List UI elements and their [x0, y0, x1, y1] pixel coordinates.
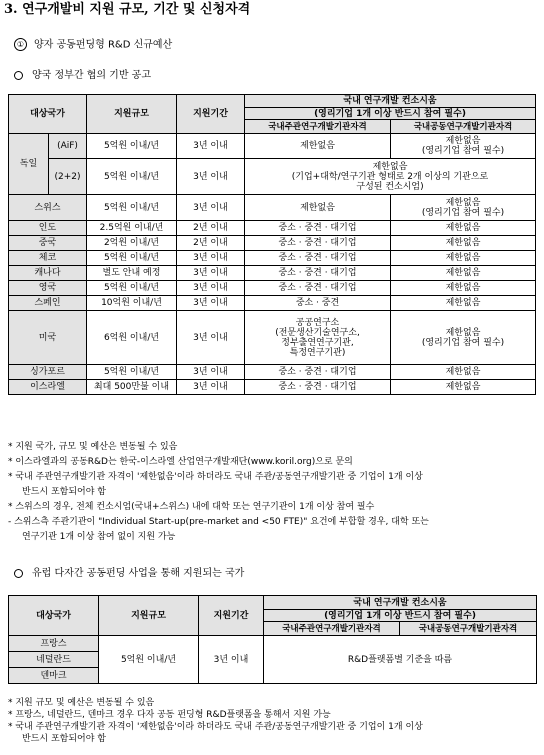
header-period: 지원기간 [199, 596, 264, 636]
sub-heading-bilateral [14, 70, 151, 82]
header-scale: 지원규모 [99, 596, 199, 636]
joint-cell: 제한없음 (영리기업 참여 필수) [391, 311, 536, 365]
scale-cell: 5억원 이내/년 [87, 281, 177, 296]
scale-cell: 5억원 이내/년 [87, 195, 177, 221]
merged-eligibility-cell: R&D플랫폼별 기준을 따름 [264, 636, 537, 684]
joint-cell: 제한없음 [391, 296, 536, 311]
period-cell: 3년 이내 [177, 380, 245, 395]
header-consortium-note: (영리기업 1개 이상 반드시 참여 필수) [264, 610, 537, 622]
table-row [9, 281, 536, 296]
sub-heading-multilateral [14, 568, 244, 580]
country-cell: 체코 [9, 251, 87, 266]
country-group-germany: 독일 [9, 134, 49, 195]
country-cell: 덴마크 [9, 668, 99, 684]
lead-cell: 중소 · 중견 · 대기업 [245, 266, 391, 281]
scale-cell: 6억원 이내/년 [87, 311, 177, 365]
scale-cell: 5억원 이내/년 [87, 134, 177, 159]
period-cell: 3년 이내 [177, 159, 245, 195]
sub-heading-text: 유럽 다자간 공동펀딩 사업을 통해 지원되는 국가 [32, 568, 245, 579]
header-consortium: 국내 연구개발 컨소시움 [264, 596, 537, 610]
lead-cell: 공공연구소 (전문생산기술연구소, 정부출연연구기관, 특정연구기관) [245, 311, 391, 365]
scale-cell: 최대 500만불 이내 [87, 380, 177, 395]
header-domestic-joint: 국내공동연구개발기관자격 [391, 120, 536, 134]
lead-cell: 중소 · 중견 [245, 296, 391, 311]
country-cell: 스위스 [9, 195, 87, 221]
note-line: * 국내 주관연구개발기관 자격이 '제한없음'이라 하더라도 국내 주관/공동연구개발기관 중 기업이 1개 이상 [8, 722, 423, 732]
joint-cell: 제한없음 [391, 281, 536, 296]
period-cell: 3년 이내 [177, 365, 245, 380]
note-line: 반드시 포함되어야 함 [22, 734, 106, 744]
ring-bullet-icon [14, 569, 23, 578]
header-consortium: 국내 연구개발 컨소시움 [245, 95, 536, 108]
period-cell: 3년 이내 [177, 195, 245, 221]
note-line: * 지원 국가, 규모 및 예산은 변동될 수 있음 [8, 442, 178, 452]
joint-cell: 제한없음 (영리기업 참여 필수) [391, 134, 536, 159]
header-scale: 지원규모 [87, 95, 177, 134]
joint-cell: 제한없음 [391, 266, 536, 281]
table-row [9, 251, 536, 266]
note-line: * 프랑스, 네덜란드, 덴마크 경우 다자 공동 펀딩형 R&D플랫폼을 통해서 지원 가능 [8, 710, 331, 720]
country-cell: (2+2) [49, 159, 87, 195]
period-cell: 3년 이내 [177, 134, 245, 159]
note-line: * 지원 규모 및 예산은 변동될 수 있음 [8, 698, 155, 708]
country-cell: 미국 [9, 311, 87, 365]
country-cell: 이스라엘 [9, 380, 87, 395]
period-cell: 3년 이내 [199, 636, 264, 684]
lead-cell: 제한없음 [245, 134, 391, 159]
header-domestic-joint: 국내공동연구개발기관자격 [400, 622, 537, 636]
scale-cell: 별도 안내 예정 [87, 266, 177, 281]
country-cell: 영국 [9, 281, 87, 296]
period-cell: 2년 이내 [177, 221, 245, 236]
table-row [9, 221, 536, 236]
scale-cell: 5억원 이내/년 [87, 365, 177, 380]
header-country: 대상국가 [9, 596, 99, 636]
section-title: 3. 연구개발비 지원 규모, 기간 및 신청자격 [4, 2, 251, 17]
table-row [9, 636, 537, 652]
scale-cell: 2.5억원 이내/년 [87, 221, 177, 236]
lead-cell: 중소 · 중견 · 대기업 [245, 380, 391, 395]
note-line: * 국내 주관연구개발기관 자격이 '제한없음'이라 하더라도 국내 주관/공동연구개발기관 중 기업이 1개 이상 [8, 472, 423, 482]
period-cell: 3년 이내 [177, 251, 245, 266]
budget-line [14, 38, 172, 52]
note-line: 연구기관 1개 이상 참여 없이 지원 가능 [22, 532, 176, 542]
table-row [9, 296, 536, 311]
header-country: 대상국가 [9, 95, 87, 134]
table-row [9, 311, 536, 365]
lead-cell: 중소 · 중견 · 대기업 [245, 236, 391, 251]
table-row [9, 380, 536, 395]
country-cell: 인도 [9, 221, 87, 236]
period-cell: 3년 이내 [177, 311, 245, 365]
joint-cell: 제한없음 [391, 380, 536, 395]
joint-cell: 제한없음 [391, 251, 536, 266]
header-consortium-note: (영리기업 1개 이상 반드시 참여 필수) [245, 108, 536, 120]
merged-eligibility-cell: 제한없음 (기업+대학/연구기관 형태로 2개 이상의 기관으로 구성된 컨소시엄) [245, 159, 536, 195]
country-cell: 중국 [9, 236, 87, 251]
header-domestic-lead: 국내주관연구개발기관자격 [245, 120, 391, 134]
note-line: * 스위스의 경우, 전체 컨소시엄(국내+스위스) 내에 대학 또는 연구기관이 1개 이상 참여 필수 [8, 502, 375, 512]
note-line: * 이스라엘과의 공동R&D는 한국-이스라엘 산업연구개발재단(www.koril.org)으로 문의 [8, 457, 353, 467]
period-cell: 2년 이내 [177, 236, 245, 251]
budget-text: 양자 공동펀딩형 R&D 신규예산 [34, 39, 173, 51]
table-row [9, 266, 536, 281]
country-cell: 프랑스 [9, 636, 99, 652]
header-period: 지원기간 [177, 95, 245, 134]
table-row [9, 195, 536, 221]
lead-cell: 중소 · 중견 · 대기업 [245, 221, 391, 236]
country-cell: 캐나다 [9, 266, 87, 281]
period-cell: 3년 이내 [177, 266, 245, 281]
circled-one-marker: ① [14, 38, 27, 51]
lead-cell: 제한없음 [245, 195, 391, 221]
ring-bullet-icon [14, 71, 23, 80]
lead-cell: 중소 · 중견 · 대기업 [245, 251, 391, 266]
note-line: - 스위스측 주관기관이 "Individual Start-up(pre-market and <50 FTE)" 요건에 부합할 경우, 대학 또는 [8, 517, 429, 527]
note-line: 반드시 포함되어야 함 [22, 487, 106, 497]
joint-cell: 제한없음 (영리기업 참여 필수) [391, 195, 536, 221]
scale-cell: 10억원 이내/년 [87, 296, 177, 311]
country-cell: (AiF) [49, 134, 87, 159]
joint-cell: 제한없음 [391, 236, 536, 251]
period-cell: 3년 이내 [177, 281, 245, 296]
notes-bilateral [8, 440, 429, 545]
table-row [9, 365, 536, 380]
country-cell: 네덜란드 [9, 652, 99, 668]
table-row [9, 236, 536, 251]
scale-cell: 5억원 이내/년 [99, 636, 199, 684]
scale-cell: 5억원 이내/년 [87, 251, 177, 266]
notes-multilateral [8, 697, 423, 745]
period-cell: 3년 이내 [177, 296, 245, 311]
country-cell: 스페인 [9, 296, 87, 311]
joint-cell: 제한없음 [391, 221, 536, 236]
joint-cell: 제한없음 [391, 365, 536, 380]
table-row [9, 134, 536, 159]
lead-cell: 중소 · 중견 · 대기업 [245, 281, 391, 296]
header-domestic-lead: 국내주관연구개발기관자격 [264, 622, 400, 636]
country-cell: 싱가포르 [9, 365, 87, 380]
bilateral-support-table [8, 94, 536, 395]
scale-cell: 5억원 이내/년 [87, 159, 177, 195]
scale-cell: 2억원 이내/년 [87, 236, 177, 251]
multilateral-support-table [8, 595, 537, 684]
table-row [9, 159, 536, 195]
lead-cell: 중소 · 중견 · 대기업 [245, 365, 391, 380]
sub-heading-text: 양국 정부간 협의 기반 공고 [32, 70, 151, 81]
